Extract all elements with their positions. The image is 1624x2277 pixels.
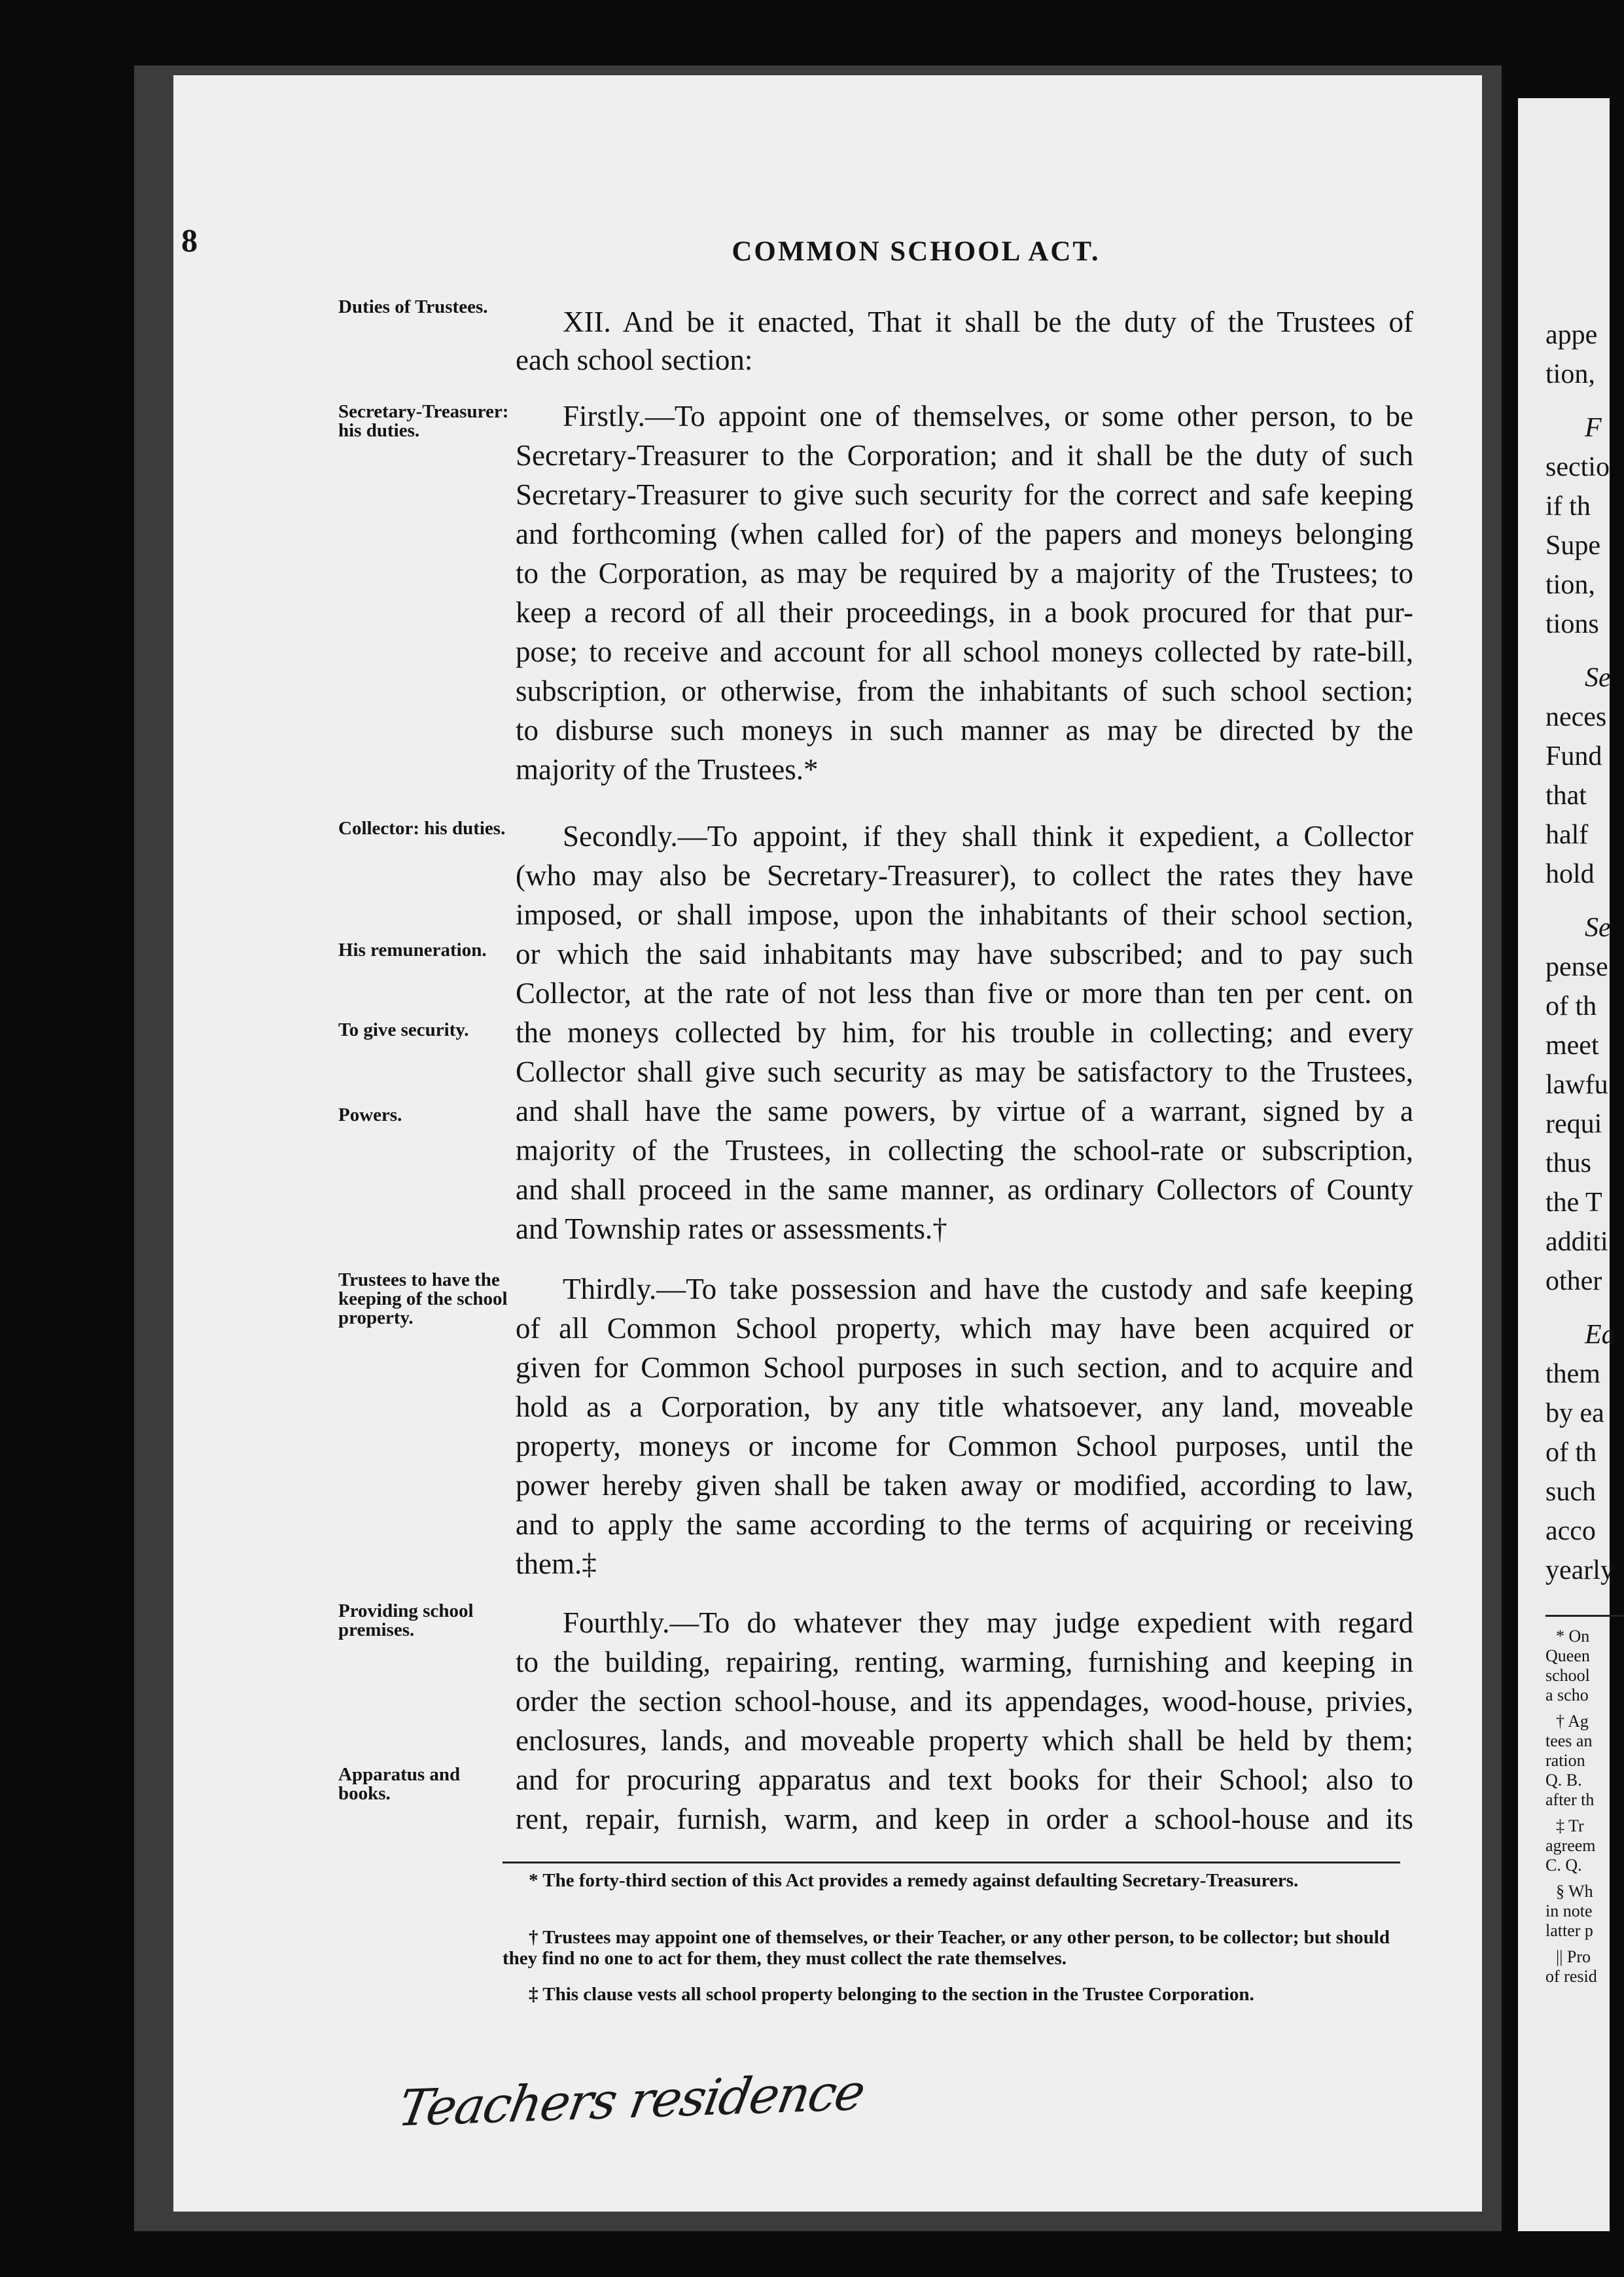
- facing-page-fragment: F: [1585, 413, 1602, 443]
- facing-page-fragment: meet: [1545, 1031, 1599, 1061]
- body-line: and forthcoming (when called for) of the papers and moneys belonging: [516, 518, 1413, 550]
- facing-page-fragment: tion,: [1545, 570, 1595, 600]
- margin-note: Providing school premises.: [338, 1600, 474, 1640]
- page-number: 8: [181, 222, 198, 258]
- facing-page-fragment: additi: [1545, 1227, 1608, 1257]
- body-line: to the Corporation, as may be required by a majority of the Trustees; to: [516, 557, 1413, 590]
- facing-page-fragment: of th: [1545, 1438, 1597, 1468]
- body-line: to disburse such moneys in such manner as may be directed by the: [516, 714, 1413, 747]
- facing-page-footnote-fragment: C. Q.: [1545, 1856, 1582, 1875]
- facing-page-fragment: the T: [1545, 1188, 1602, 1218]
- facing-page-fragment: tion,: [1545, 359, 1595, 389]
- facing-page-footnote-fragment: || Pro: [1556, 1947, 1591, 1966]
- facing-page-fragment: if th: [1545, 491, 1591, 521]
- margin-note: Duties of Trustees.: [338, 296, 488, 317]
- body-line: and for procuring apparatus and text books for their School; also to: [516, 1763, 1413, 1796]
- body-line: Collector, at the rate of not less than five or more than ten per cent. on: [516, 977, 1413, 1010]
- body-line: to the building, repairing, renting, warming, furnishing and keeping in: [516, 1646, 1413, 1678]
- footnote: ‡ This clause vests all school property belonging to the section in the Trustee Corporation.: [529, 1984, 1254, 2005]
- body-line: (who may also be Secretary-Treasurer), to collect the rates they have: [516, 859, 1413, 892]
- body-line: subscription, or otherwise, from the inhabitants of such school section;: [516, 675, 1413, 707]
- facing-page-footnote-fragment: a scho: [1545, 1686, 1589, 1704]
- body-line: property, moneys or income for Common School purposes, until the: [516, 1430, 1413, 1462]
- margin-note: Trustees to have the keeping of the school property.: [338, 1269, 508, 1328]
- body-line: power hereby given shall be taken away or modified, according to law,: [516, 1469, 1413, 1502]
- body-line: Collector shall give such security as may be satisfactory to the Trustees,: [516, 1055, 1413, 1088]
- facing-page-fragment: them: [1545, 1359, 1600, 1389]
- facing-page-fragment: such: [1545, 1477, 1596, 1507]
- body-line: Thirdly.—To take possession and have the custody and safe keeping: [563, 1273, 1413, 1305]
- facing-page: [1518, 98, 1615, 2231]
- body-line: Firstly.—To appoint one of themselves, or some other person, to be: [563, 400, 1413, 432]
- facing-page-footnote-fragment: in note: [1545, 1901, 1593, 1920]
- facing-page-fragment: that: [1545, 781, 1587, 811]
- body-line: or which the said inhabitants may have subscribed; and to pay such: [516, 938, 1413, 970]
- facing-page-footnote-fragment: of resid: [1545, 1967, 1597, 1986]
- margin-note: Powers.: [338, 1104, 402, 1125]
- facing-page-fragment: half: [1545, 820, 1589, 850]
- body-line: Secretary-Treasurer to give such security for the correct and safe keeping: [516, 478, 1413, 511]
- facing-page-fragment: by ea: [1545, 1398, 1604, 1428]
- facing-page-fragment: thus: [1545, 1148, 1592, 1178]
- body-line: Secretary-Treasurer to the Corporation; and it shall be the duty of such: [516, 439, 1413, 472]
- facing-page-footnote-fragment: school: [1545, 1666, 1590, 1685]
- facing-page-fragment: Supe: [1545, 531, 1600, 561]
- body-line: Secondly.—To appoint, if they shall think it expedient, a Collector: [563, 820, 1413, 853]
- body-line: the moneys collected by him, for his trouble in collecting; and every: [516, 1016, 1413, 1049]
- body-line: and shall proceed in the same manner, as ordinary Collectors of County: [516, 1173, 1413, 1206]
- facing-page-footnote-fragment: Q. B.: [1545, 1771, 1582, 1790]
- facing-page-footnote-fragment: agreem: [1545, 1836, 1596, 1855]
- facing-page-footnote-rule: [1545, 1615, 1624, 1617]
- facing-page-fragment: lawfu: [1545, 1070, 1608, 1100]
- facing-page-footnote-fragment: Queen: [1545, 1646, 1590, 1665]
- footnote: † Trustees may appoint one of themselves, or their Teacher, or any other person, to be collector; but should they find no one to act for them, they must collect the rate themselves.: [503, 1927, 1390, 1969]
- body-line: and to apply the same according to the terms of acquiring or receiving: [516, 1508, 1413, 1541]
- body-line: hold as a Corporation, by any title whatsoever, any land, moveable: [516, 1390, 1413, 1423]
- facing-page-footnote-fragment: § Wh: [1556, 1882, 1593, 1901]
- body-line: of all Common School property, which may have been acquired or: [516, 1312, 1413, 1345]
- facing-page-fragment: requi: [1545, 1109, 1602, 1139]
- facing-page-fragment: Fund: [1545, 741, 1602, 771]
- footnote: * The forty-third section of this Act provides a remedy against defaulting Secretary-Treasurers.: [529, 1870, 1299, 1891]
- body-line: majority of the Trustees, in collecting the school-rate or subscription,: [516, 1134, 1413, 1167]
- body-line: majority of the Trustees.*: [516, 753, 819, 786]
- handwritten-annotation: Teachers residence: [394, 2062, 869, 2138]
- running-title: COMMON SCHOOL ACT.: [732, 236, 1101, 267]
- facing-page-footnote-fragment: † Ag: [1556, 1712, 1589, 1731]
- margin-note: Secretary-Treasurer: his duties.: [338, 401, 509, 441]
- body-line: rent, repair, furnish, warm, and keep in order a school-house and its: [516, 1803, 1413, 1835]
- body-line: imposed, or shall impose, upon the inhabitants of their school section,: [516, 898, 1413, 931]
- facing-page-fragment: of th: [1545, 991, 1597, 1021]
- facing-page-footnote-fragment: latter p: [1545, 1921, 1593, 1940]
- body-line: them.‡: [516, 1547, 597, 1580]
- body-line: and shall have the same powers, by virtue of a warrant, signed by a: [516, 1095, 1413, 1127]
- body-line: keep a record of all their proceedings, in a book procured for that pur-: [516, 596, 1413, 629]
- facing-page-footnote-fragment: ration: [1545, 1751, 1585, 1770]
- body-line: order the section school-house, and its appendages, wood-house, privies,: [516, 1685, 1413, 1718]
- body-line: and Township rates or assessments.†: [516, 1212, 947, 1245]
- facing-page-fragment: appe: [1545, 320, 1598, 350]
- body-line: enclosures, lands, and moveable property which shall be held by them;: [516, 1724, 1413, 1757]
- body-line: given for Common School purposes in such section, and to acquire and: [516, 1351, 1413, 1384]
- facing-page-fragment: Ea: [1585, 1320, 1615, 1350]
- facing-page-footnote-fragment: ‡ Tr: [1556, 1816, 1584, 1835]
- facing-page-fragment: Se: [1585, 663, 1611, 693]
- body-line: pose; to receive and account for all school moneys collected by rate-bill,: [516, 635, 1413, 668]
- facing-page-fragment: other: [1545, 1266, 1602, 1296]
- facing-page-fragment: neces: [1545, 702, 1607, 732]
- facing-page-footnote-fragment: * On: [1556, 1627, 1590, 1646]
- facing-page-fragment: tions: [1545, 609, 1599, 639]
- facing-page-fragment: acco: [1545, 1516, 1596, 1546]
- margin-note: Apparatus and books.: [338, 1764, 461, 1804]
- body-line: each school section:: [516, 344, 753, 376]
- facing-page-fragment: yearly: [1545, 1555, 1614, 1585]
- body-line: XII. And be it enacted, That it shall be the duty of the Trustees of: [563, 306, 1413, 338]
- margin-note: His remuneration.: [338, 940, 487, 961]
- margin-note: Collector: his duties.: [338, 818, 506, 839]
- facing-page-footnote-fragment: after th: [1545, 1790, 1595, 1809]
- margin-note: To give security.: [338, 1019, 469, 1040]
- facing-page-fragment: Se: [1585, 913, 1611, 943]
- facing-page-footnote-fragment: tees an: [1545, 1731, 1593, 1750]
- body-line: Fourthly.—To do whatever they may judge expedient with regard: [563, 1606, 1413, 1639]
- facing-page-fragment: pense: [1545, 952, 1608, 982]
- facing-page-fragment: hold: [1545, 859, 1595, 889]
- footnote-rule: [503, 1862, 1400, 1863]
- facing-page-fragment: sectio: [1545, 452, 1610, 482]
